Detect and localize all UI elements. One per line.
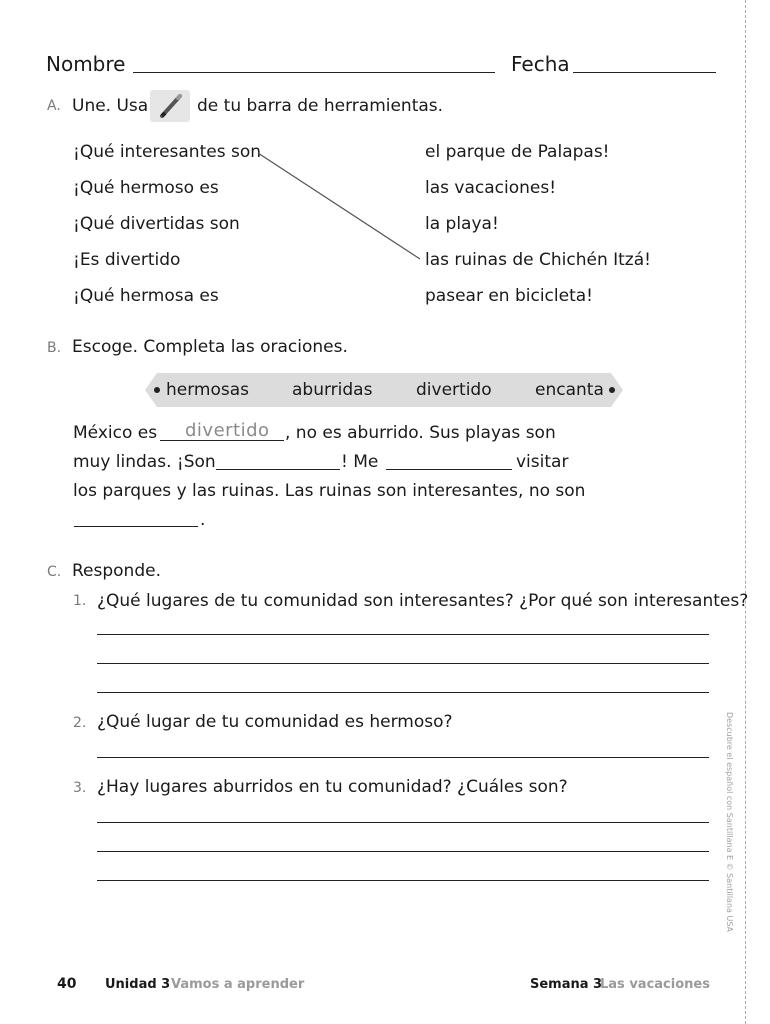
section-a-instruction-2: de tu barra de herramientas.	[197, 96, 444, 116]
question-1-text: ¿Qué lugares de tu comunidad son interesantes? ¿Por qué son interesantes?	[97, 591, 749, 611]
word-bank-item-1: hermosas	[166, 380, 250, 400]
match-left-2[interactable]: ¡Qué hermoso es	[73, 178, 219, 198]
question-3-text: ¿Hay lugares aburridos en tu comunidad? ¿Cuáles son?	[97, 777, 568, 797]
match-left-5[interactable]: ¡Qué hermosa es	[73, 286, 219, 306]
word-bank	[145, 373, 623, 407]
name-label: Nombre	[46, 52, 126, 76]
sentence-3: los parques y las ruinas. Las ruinas son interesantes, no son	[73, 481, 586, 501]
sentence-1-start: México es	[73, 423, 158, 443]
section-a-instruction-1: Une. Usa	[72, 96, 149, 116]
match-right-4[interactable]: las ruinas de Chichén Itzá!	[425, 250, 651, 270]
match-right-5[interactable]: pasear en bicicleta!	[425, 286, 593, 306]
word-bank-item-2: aburridas	[292, 380, 373, 400]
match-left-4[interactable]: ¡Es divertido	[73, 250, 181, 270]
answer-line-1c[interactable]	[97, 692, 709, 693]
word-bank-item-4: encanta	[535, 380, 604, 400]
blank-1-answer: divertido	[185, 420, 270, 441]
blank-4[interactable]	[74, 526, 198, 527]
match-right-3[interactable]: la playa!	[425, 214, 499, 234]
week-label: Semana 3	[530, 977, 603, 992]
date-label: Fecha	[511, 52, 570, 76]
question-2-text: ¿Qué lugar de tu comunidad es hermoso?	[97, 712, 453, 732]
match-right-2[interactable]: las vacaciones!	[425, 178, 557, 198]
page-number: 40	[57, 976, 77, 992]
match-connector-line	[0, 0, 770, 320]
section-b-instruction: Escoge. Completa las oraciones.	[72, 337, 348, 357]
section-b-letter: B.	[47, 340, 62, 356]
answer-line-1a[interactable]	[97, 634, 709, 635]
question-3-number: 3.	[73, 780, 87, 796]
blank-2[interactable]	[216, 469, 340, 470]
section-c-instruction: Responde.	[72, 561, 161, 581]
sentence-2-mid: ! Me	[341, 452, 379, 472]
sentence-4-end: .	[200, 510, 206, 530]
answer-line-3c[interactable]	[97, 880, 709, 881]
section-c-letter: C.	[47, 564, 62, 580]
word-bank-item-3: divertido	[416, 380, 492, 400]
answer-line-2[interactable]	[97, 757, 709, 758]
answer-line-1b[interactable]	[97, 663, 709, 664]
week-title: Las vacaciones	[600, 977, 710, 992]
sentence-2-end: visitar	[516, 452, 569, 472]
blank-3[interactable]	[386, 469, 512, 470]
answer-line-3b[interactable]	[97, 851, 709, 852]
copyright-side-note: Descubre el español con Santillana E © Santillana USA	[725, 712, 734, 933]
unit-title: Vamos a aprender	[171, 977, 305, 992]
section-a-letter: A.	[47, 98, 61, 114]
match-left-3[interactable]: ¡Qué divertidas son	[73, 214, 240, 234]
answer-line-3a[interactable]	[97, 822, 709, 823]
unit-label: Unidad 3	[105, 977, 171, 992]
match-right-1[interactable]: el parque de Palapas!	[425, 142, 610, 162]
sentence-1-end: , no es aburrido. Sus playas son	[285, 423, 556, 443]
match-left-1[interactable]: ¡Qué interesantes son	[73, 142, 261, 162]
question-2-number: 2.	[73, 715, 87, 731]
sentence-2-start: muy lindas. ¡Son	[73, 452, 216, 472]
question-1-number: 1.	[73, 593, 87, 609]
